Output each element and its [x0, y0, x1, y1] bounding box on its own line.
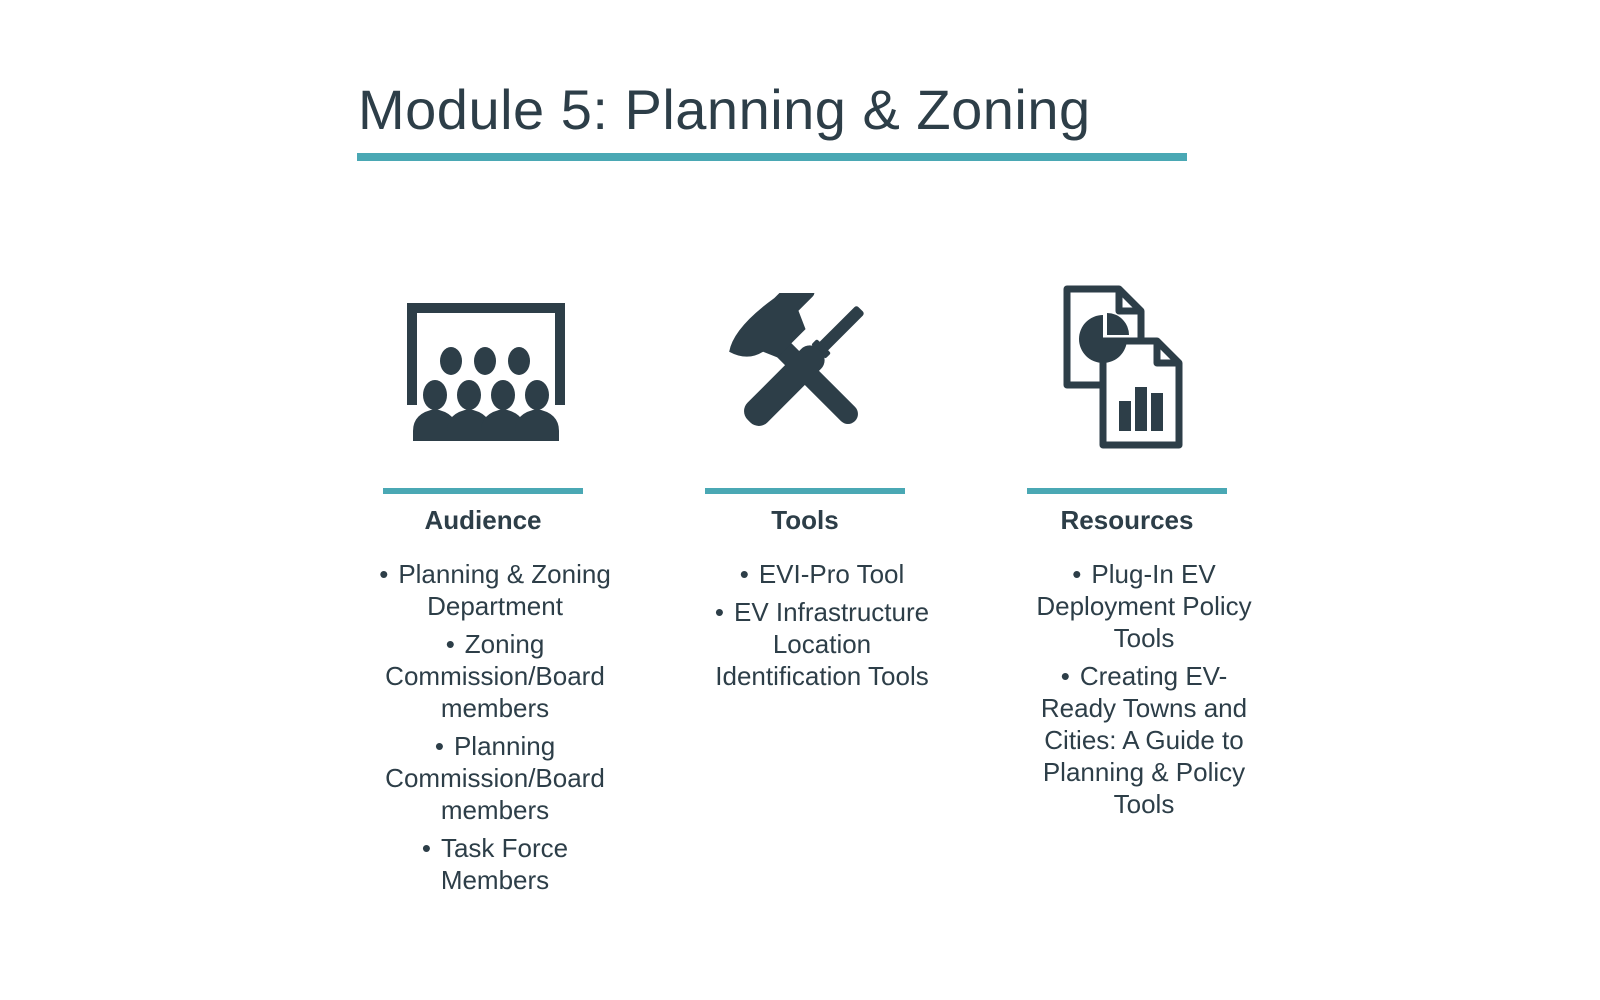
list-item: • Planning Commission/Board members: [370, 730, 620, 826]
audience-heading: Audience: [424, 505, 542, 535]
tools-icon: [682, 280, 922, 455]
tools-underline: [705, 488, 905, 494]
list-item: • EV Infrastructure Location Identification Tools: [702, 596, 942, 692]
title-underline: [357, 153, 1187, 161]
tools-list: [702, 558, 942, 698]
list-item: • Planning & Zoning Department: [370, 558, 620, 622]
list-item: • Zoning Commission/Board members: [370, 628, 620, 724]
list-item: • Task Force Members: [370, 832, 620, 896]
tools-heading: Tools: [771, 505, 839, 535]
documents-icon: [1004, 280, 1244, 455]
page-title: Module 5: Planning & Zoning: [358, 78, 1091, 141]
audience-underline: [383, 488, 583, 494]
resources-heading: Resources: [1060, 505, 1194, 535]
audience-list: [370, 558, 620, 902]
list-item: • EVI-Pro Tool: [702, 558, 942, 590]
list-item: • Creating EV-Ready Towns and Cities: A Guide to Planning & Policy Tools: [1024, 660, 1264, 820]
list-item: • Plug-In EV Deployment Policy Tools: [1024, 558, 1264, 654]
resources-underline: [1027, 488, 1227, 494]
resources-list: [1024, 558, 1264, 826]
audience-presentation-icon: [360, 280, 600, 455]
